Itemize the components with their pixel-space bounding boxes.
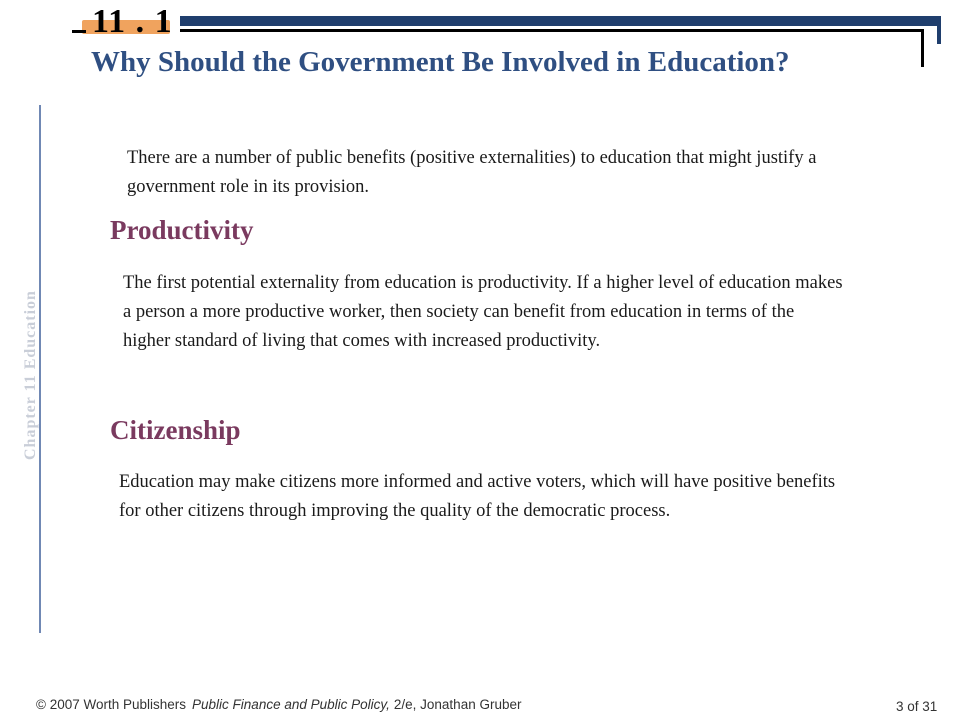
slide-title: Why Should the Government Be Involved in Education? — [91, 46, 790, 78]
section-number: 11 . 1 — [92, 3, 173, 40]
footer-book-title: Public Finance and Public Policy, — [192, 697, 390, 712]
top-rule-end — [921, 29, 924, 67]
footer-author: 2/e, Jonathan Gruber — [393, 697, 522, 712]
section-heading-citizenship: Citizenship — [110, 415, 241, 445]
footer-copyright: © 2007 Worth Publishers — [36, 697, 187, 712]
section-body-productivity: The first potential externality from education is productivity. If a higher level of education makes a person a more productive worker, then society can benefit from education in terms of the higher standard of living that comes with increased productivity. — [123, 273, 843, 351]
top-rule — [180, 29, 924, 32]
section-body-citizenship: Education may make citizens more informed and active voters, which will have positive benefits for other citizens through improving the quality of the democratic process. — [119, 472, 836, 521]
section-heading-productivity: Productivity — [110, 215, 254, 245]
intro-paragraph: There are a number of public benefits (positive externalities) to education that might justify a government role in its provision. — [127, 148, 817, 197]
chapter-label: Chapter 11 Education — [22, 290, 39, 460]
footer-credit — [36, 697, 521, 712]
section-dash — [72, 30, 86, 33]
top-accent-bar-end — [937, 16, 941, 44]
page-number: 3 of 31 — [896, 699, 938, 714]
top-accent-bar — [180, 16, 940, 26]
